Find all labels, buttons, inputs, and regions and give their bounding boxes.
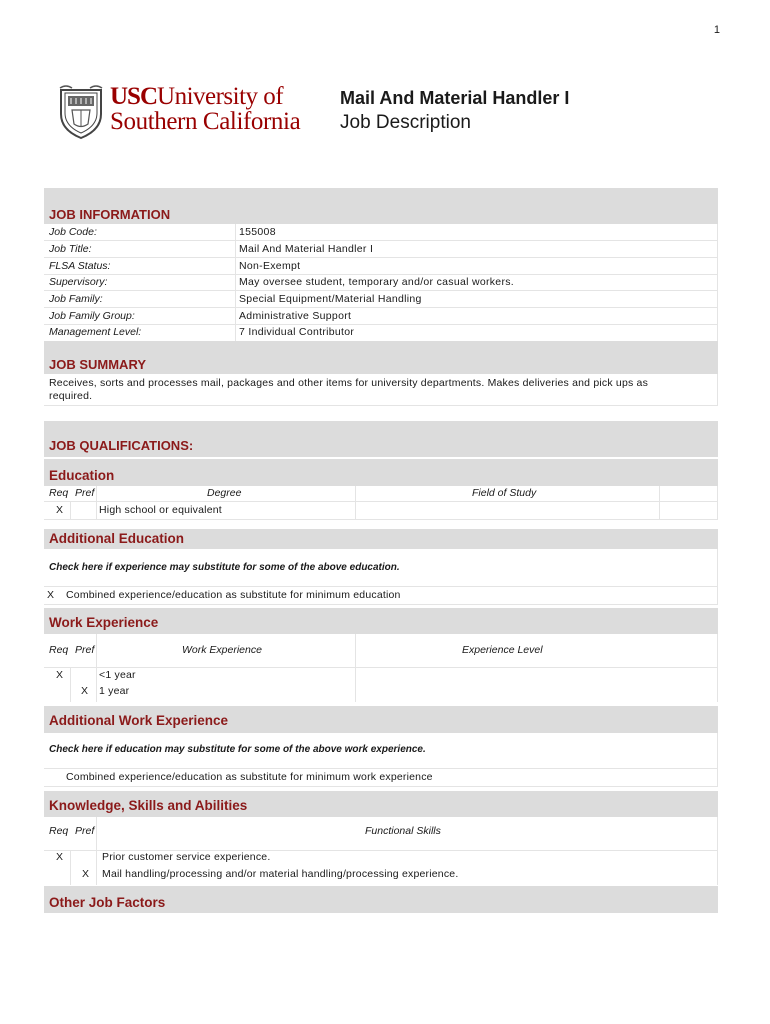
ksa-row1-value: Prior customer service experience. xyxy=(102,851,271,863)
job-family-group-value: Administrative Support xyxy=(239,310,352,322)
ksa-table xyxy=(44,817,718,885)
ksa-row2-pref: X xyxy=(82,868,90,880)
row-divider xyxy=(44,257,718,258)
other-job-factors-heading: Other Job Factors xyxy=(49,895,166,910)
column-divider xyxy=(70,850,71,885)
work-experience-header: Work Experience xyxy=(182,644,262,656)
job-code-label: Job Code: xyxy=(49,226,97,238)
job-title-value: Mail And Material Handler I xyxy=(239,243,374,255)
column-divider xyxy=(96,817,97,885)
column-divider xyxy=(96,634,97,702)
work-row1-req: X xyxy=(56,669,64,681)
additional-work-experience-note: Check here if education may substitute for some of the above work experience. xyxy=(49,744,426,755)
work-pref-header: Pref xyxy=(75,644,95,656)
ksa-row1-req: X xyxy=(56,851,64,863)
work-req-header: Req xyxy=(49,644,69,656)
education-degree-value: High school or equivalent xyxy=(99,504,222,516)
logo-line1: University of xyxy=(157,83,284,110)
experience-level-header: Experience Level xyxy=(462,644,543,656)
logo-line2: Southern California xyxy=(110,108,301,135)
job-summary-heading: JOB SUMMARY xyxy=(49,357,147,372)
supervisory-label: Supervisory: xyxy=(49,276,108,288)
additional-education-check: X xyxy=(47,589,55,601)
ksa-pref-header: Pref xyxy=(75,825,95,837)
row-divider xyxy=(44,604,718,605)
additional-education-text: Combined experience/education as substitute for minimum education xyxy=(66,589,401,601)
work-experience-heading: Work Experience xyxy=(49,615,159,630)
additional-education-note: Check here if experience may substitute for some of the above education. xyxy=(49,562,400,573)
education-degree-header: Degree xyxy=(207,487,242,499)
column-divider xyxy=(355,634,356,702)
row-divider xyxy=(44,768,718,769)
row-divider xyxy=(44,290,718,291)
row-divider xyxy=(44,501,718,502)
flsa-status-value: Non-Exempt xyxy=(239,260,301,272)
supervisory-value: May oversee student, temporary and/or casual workers. xyxy=(239,276,515,288)
usc-wordmark xyxy=(110,84,300,134)
education-req-mark: X xyxy=(56,504,64,516)
row-divider xyxy=(44,667,718,668)
job-information-heading: JOB INFORMATION xyxy=(49,207,171,222)
table-border xyxy=(717,634,718,702)
column-divider xyxy=(659,486,660,520)
row-divider xyxy=(44,324,718,325)
additional-work-experience-text: Combined experience/education as substitute for minimum work experience xyxy=(66,771,433,783)
job-summary-line1: Receives, sorts and processes mail, packages and other items for university departments. Makes deliveries and pick ups as xyxy=(49,377,649,389)
job-qualifications-heading: JOB QUALIFICATIONS: xyxy=(49,438,194,453)
row-divider xyxy=(44,274,718,275)
job-information-table xyxy=(44,224,718,341)
document-subtitle: Job Description xyxy=(340,112,471,133)
education-req-header: Req xyxy=(49,487,69,499)
flsa-status-label: FLSA Status: xyxy=(49,260,111,272)
table-border xyxy=(717,486,718,520)
row-divider xyxy=(44,586,718,587)
row-divider xyxy=(44,307,718,308)
job-title-label: Job Title: xyxy=(49,243,92,255)
table-border xyxy=(717,733,718,787)
column-divider xyxy=(70,667,71,702)
management-level-value: 7 Individual Contributor xyxy=(239,326,355,338)
work-experience-table xyxy=(44,634,718,702)
row-divider xyxy=(44,240,718,241)
column-divider xyxy=(70,501,71,520)
ksa-heading: Knowledge, Skills and Abilities xyxy=(49,798,248,813)
page-number: 1 xyxy=(713,24,720,36)
education-heading: Education xyxy=(49,468,115,483)
ksa-row2-value: Mail handling/processing and/or material handling/processing experience. xyxy=(102,868,459,880)
education-pref-header: Pref xyxy=(75,487,95,499)
job-family-group-label: Job Family Group: xyxy=(49,310,135,322)
ksa-req-header: Req xyxy=(49,825,69,837)
job-family-value: Special Equipment/Material Handling xyxy=(239,293,422,305)
column-divider xyxy=(96,486,97,520)
work-row1-value: <1 year xyxy=(99,669,136,681)
usc-seal-icon xyxy=(58,84,104,140)
table-border xyxy=(717,817,718,885)
education-field-header: Field of Study xyxy=(472,487,537,499)
work-row2-pref: X xyxy=(81,685,89,697)
education-table xyxy=(44,486,718,520)
job-family-label: Job Family: xyxy=(49,293,103,305)
management-level-label: Management Level: xyxy=(49,326,142,338)
row-divider xyxy=(44,786,718,787)
additional-education-heading: Additional Education xyxy=(49,531,184,546)
functional-skills-header: Functional Skills xyxy=(365,825,441,837)
work-row2-value: 1 year xyxy=(99,685,130,697)
usc-letters: USC xyxy=(110,83,158,110)
job-summary-line2: required. xyxy=(49,390,93,402)
document-title: Mail And Material Handler I xyxy=(340,88,570,108)
column-divider xyxy=(355,486,356,520)
table-border xyxy=(717,549,718,604)
usc-logo xyxy=(58,84,328,140)
additional-work-experience-heading: Additional Work Experience xyxy=(49,713,229,728)
job-code-value: 155008 xyxy=(239,226,276,238)
row-divider xyxy=(44,519,718,520)
education-bar xyxy=(44,459,718,486)
